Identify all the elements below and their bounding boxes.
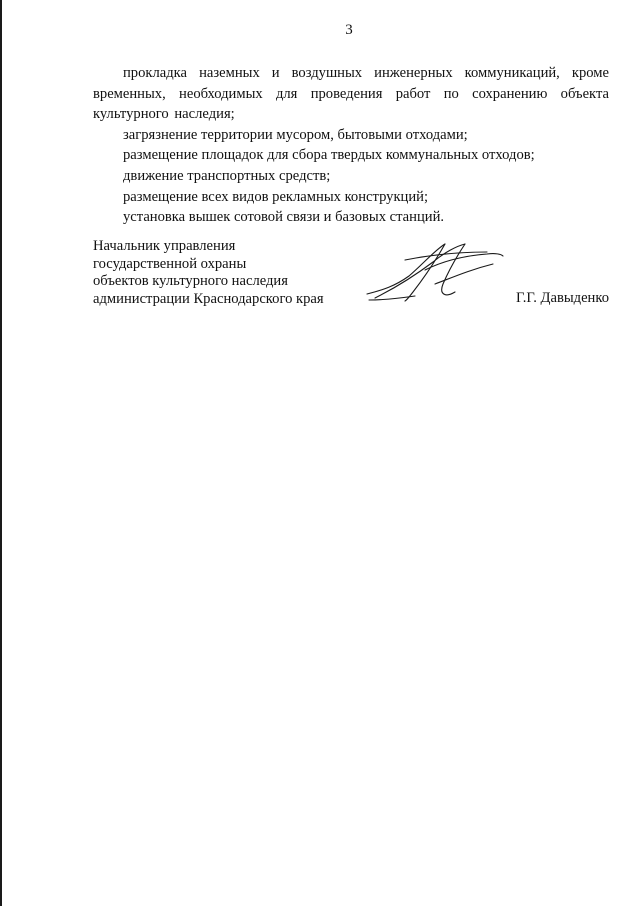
body-paragraph-3: размещение площадок для сбора твердых коммунальных отходов;: [123, 147, 535, 164]
body-paragraph-1: прокладка наземных и воздушных инженерных коммуникаций, кроме временных, необходимых для проведения работ по сохранению объекта культурного наследия;: [93, 65, 609, 123]
body-paragraph-4: движение транспортных средств;: [123, 167, 331, 184]
signatory-title-line-3: объектов культурного наследия: [93, 273, 288, 289]
signature-block: [93, 238, 613, 318]
page-number: 3: [345, 22, 353, 38]
body-paragraph-6: установка вышек сотовой связи и базовых станций.: [123, 209, 445, 226]
handwritten-signature: [365, 234, 505, 308]
page-left-border: [0, 0, 2, 906]
body-paragraph-2: загрязнение территории мусором, бытовыми отходами;: [123, 126, 468, 143]
body-paragraph-5: размещение всех видов рекламных конструкций;: [123, 188, 429, 205]
document-body: [93, 63, 609, 228]
signatory-name: Г.Г. Давыденко: [515, 290, 609, 306]
signatory-title-line-1: Начальник управления: [93, 238, 236, 254]
signatory-title-line-4: администрации Краснодарского края: [93, 290, 324, 307]
signatory-title-line-2: государственной охраны: [93, 255, 247, 272]
